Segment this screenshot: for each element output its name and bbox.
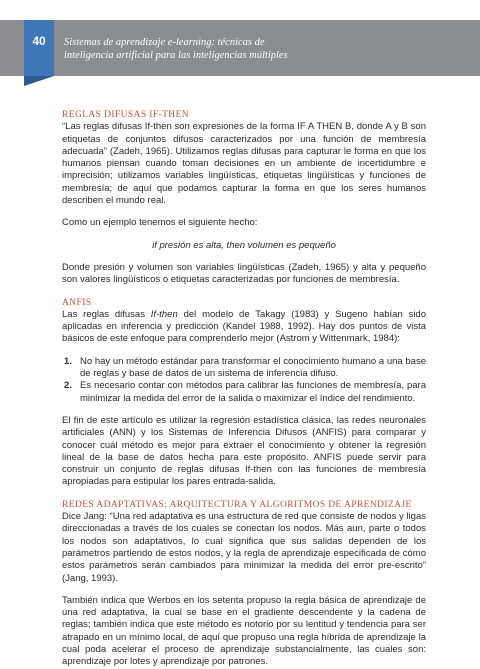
section-heading-reglas: REGLAS DIFUSAS IF-THEN [62,110,190,120]
page-tab-fold [24,76,54,86]
running-title-line1: Sistemas de aprendizaje e-learning: técnicas de [64,37,265,48]
example-rule: if presión es alta, then volumen es pequeño [152,239,336,251]
running-title [64,36,394,62]
paragraph: También indica que Werbos en los setenta propuso la regla básica de aprendizaje de una red adaptativa, la cual se base en el gradiente descendente y la cadena de reglas; también indica que este método es notorio por su lentitud y tendencia para ser atrapado en un mínimo local, de aquí que propuso una regla híbrida de aprendizaje la cual poda acelerar el proceso de aprendizaje substancialmente, las cuales son: aprendizaje por lotes y aprendizaje por patrones. [62,594,426,668]
paragraph: Donde presión y volumen son variables lingüísticas (Zadeh, 1965) y alta y pequeño son valores lingüísticos o etiquetas caracterizadas por funciones de membresía. [62,261,426,286]
list-item: 1. No hay un método estándar para transformar el conocimiento humano a una base de reglas y base de datos de un sistema de inferencia difuso. [64,355,426,380]
paragraph: “Las reglas difusas If-then son expresiones de la forma IF A THEN B, donde A y B son etiquetas de conjuntos difusos caracterizados por una función de membresía adecuada” (Zadeh, 1965). Utilizamos reglas difusas para capturar le forma en que los humanos piensan cuando toman decisiones en un ambiente de incertidumbre e imprecisión; utilizamos variables lingüísticas, etiquetas lingüísticas y funciones de membresía; de aquí que podamos capturar la forma en que los seres humanos describen el mundo real. [62,121,426,207]
page-number: 40 [32,34,46,48]
main-content [62,109,426,669]
page-number-tab [24,20,54,76]
paragraph: Como un ejemplo tenemos el siguiente hecho: [62,217,258,229]
running-title-line2: inteligencia artificial para las inteligencias múltiples [64,50,288,61]
paragraph: El fin de este artículo es utilizar la regresión estadística clásica, las redes neuronales artificiales (ANN) y los Sistemas de Inferencia Difusos (ANFIS) para comparar y conocer cuál método es mejor para extraer el conocimiento y obtener la regresión lineal de la base de datos hecha para este propósito. ANFIS puede servir para construir un conjunto de reglas difusas If-then con las funciones de membresía apropiadas para estipular los pares entrada-salida. [62,414,426,488]
section-heading-redes: REDES ADAPTATIVAS: ARQUITECTURA Y ALGORITMOS DE APRENDIZAJE [62,499,412,510]
section-heading-anfis: ANFIS [62,297,92,308]
paragraph: Las reglas difusas If-then del modelo de Takagy (1983) y Sugeno habían sido aplicadas en inferencia y predicción (Kandel 1988, 1992). Hay dos puntos de vista básicos de este enfoque para comprenderlo mejor (Astrom y Wittenmark, 1984): [62,308,426,345]
list-item: 2. Es necesario contar con métodos para calibrar las funciones de membresía, para minimizar la medida del error de la salida o maximizar el índice del rendimiento. [64,380,426,404]
paragraph: Dice Jang: “Una red adaptativa es una estructura de red que consiste de nodos y ligas direccionadas a través de los cuales se conectan los nodos. Más aun, parte o todos los nodos son adaptativos, lo cual significa que sus salidas dependen de los parámetros partiendo de estos nodos, y la regla de aprendizaje especificada de cómo estos parámetros serán cambiados para minimizar la medida del error pre-escrito” (Jang, 1993). [62,511,426,584]
numbered-list [62,356,426,405]
